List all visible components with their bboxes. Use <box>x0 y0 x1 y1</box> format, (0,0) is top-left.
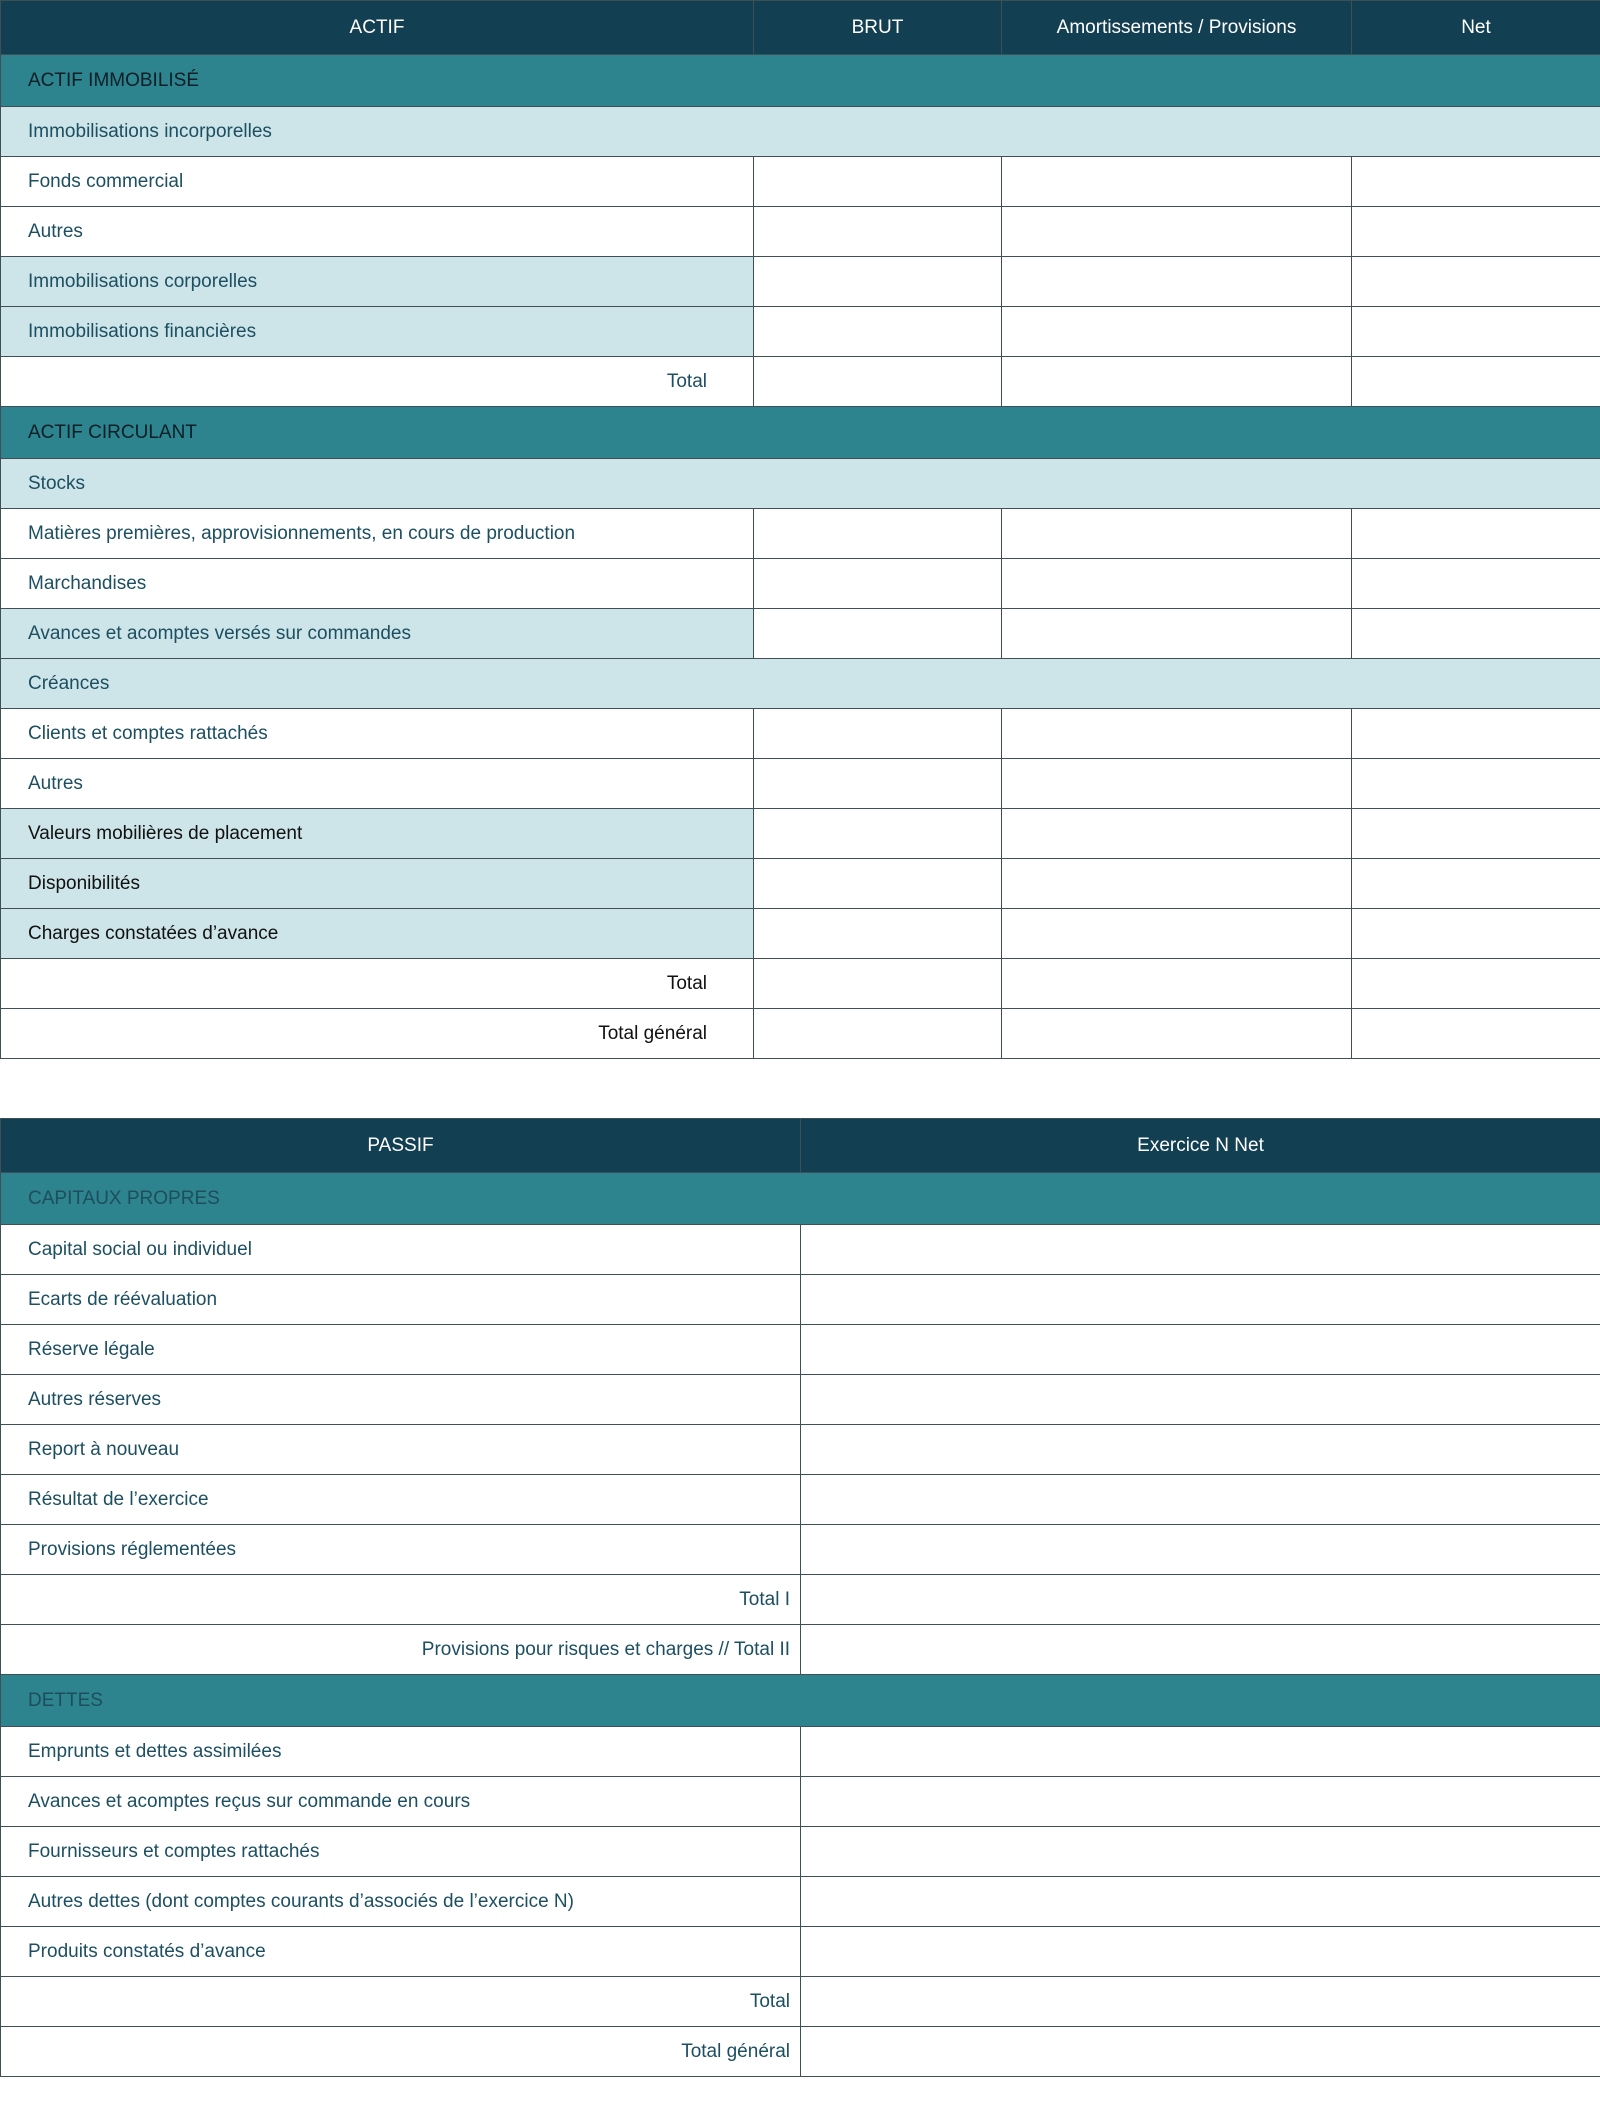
table-row <box>1 257 1600 307</box>
exercice-cell[interactable] <box>801 1727 1600 1777</box>
amortissements-cell[interactable] <box>1002 809 1352 859</box>
amortissements-cell[interactable] <box>1002 257 1352 307</box>
amortissements-cell[interactable] <box>1002 207 1352 257</box>
brut-cell[interactable] <box>754 709 1002 759</box>
net-cell[interactable] <box>1352 207 1600 257</box>
net-cell[interactable] <box>1352 559 1600 609</box>
table-row <box>1 207 1600 257</box>
row-label: Capital social ou individuel <box>1 1225 801 1275</box>
header-exercice: Exercice N Net <box>801 1119 1600 1173</box>
table-row <box>1 1877 1600 1927</box>
total-row <box>1 959 1600 1009</box>
exercice-cell[interactable] <box>801 1977 1600 2027</box>
passif-table <box>0 1118 1600 2077</box>
exercice-cell[interactable] <box>801 1425 1600 1475</box>
exercice-cell[interactable] <box>801 1777 1600 1827</box>
section-dettes <box>1 1675 1600 1727</box>
row-label: Disponibilités <box>1 859 754 909</box>
table-row <box>1 909 1600 959</box>
row-label: Avances et acomptes versés sur commandes <box>1 609 754 659</box>
header-passif: PASSIF <box>1 1119 801 1173</box>
net-cell[interactable] <box>1352 809 1600 859</box>
total-general-row <box>1 2027 1600 2077</box>
row-label: Résultat de l’exercice <box>1 1475 801 1525</box>
table-row <box>1 157 1600 207</box>
subsection-incorporelles <box>1 107 1600 157</box>
section-label: ACTIF IMMOBILISÉ <box>1 55 1600 107</box>
exercice-cell[interactable] <box>801 1575 1600 1625</box>
total-label: Total <box>1 959 754 1009</box>
header-net: Net <box>1352 1 1600 55</box>
subsection-label: Stocks <box>1 459 1600 509</box>
total-row <box>1 1625 1600 1675</box>
row-label: Produits constatés d’avance <box>1 1927 801 1977</box>
brut-cell[interactable] <box>754 759 1002 809</box>
section-label: CAPITAUX PROPRES <box>1 1173 1600 1225</box>
brut-cell[interactable] <box>754 307 1002 357</box>
net-cell[interactable] <box>1352 609 1600 659</box>
net-cell[interactable] <box>1352 759 1600 809</box>
net-cell[interactable] <box>1352 709 1600 759</box>
exercice-cell[interactable] <box>801 1375 1600 1425</box>
amortissements-cell[interactable] <box>1002 357 1352 407</box>
amortissements-cell[interactable] <box>1002 1009 1352 1059</box>
exercice-cell[interactable] <box>801 1927 1600 1977</box>
amortissements-cell[interactable] <box>1002 157 1352 207</box>
brut-cell[interactable] <box>754 157 1002 207</box>
brut-cell[interactable] <box>754 509 1002 559</box>
row-label: Avances et acomptes reçus sur commande en cours <box>1 1777 801 1827</box>
brut-cell[interactable] <box>754 1009 1002 1059</box>
table-row <box>1 1525 1600 1575</box>
total-general-label: Total général <box>1 2027 801 2077</box>
total-row <box>1 1977 1600 2027</box>
total-row <box>1 357 1600 407</box>
total-label: Total <box>1 357 754 407</box>
brut-cell[interactable] <box>754 609 1002 659</box>
row-label: Clients et comptes rattachés <box>1 709 754 759</box>
row-label: Fournisseurs et comptes rattachés <box>1 1827 801 1877</box>
table-row <box>1 1475 1600 1525</box>
table-row <box>1 1225 1600 1275</box>
row-label: Autres dettes (dont comptes courants d’associés de l’exercice N) <box>1 1877 801 1927</box>
exercice-cell[interactable] <box>801 1475 1600 1525</box>
table-row <box>1 809 1600 859</box>
table-row <box>1 1927 1600 1977</box>
subsection-creances <box>1 659 1600 709</box>
section-label: DETTES <box>1 1675 1600 1727</box>
amortissements-cell[interactable] <box>1002 909 1352 959</box>
total-row <box>1 1575 1600 1625</box>
header-brut: BRUT <box>754 1 1002 55</box>
exercice-cell[interactable] <box>801 1325 1600 1375</box>
table-row <box>1 709 1600 759</box>
table-row <box>1 1275 1600 1325</box>
row-label: Autres <box>1 207 754 257</box>
net-cell[interactable] <box>1352 357 1600 407</box>
row-label: Provisions réglementées <box>1 1525 801 1575</box>
net-cell[interactable] <box>1352 307 1600 357</box>
amortissements-cell[interactable] <box>1002 509 1352 559</box>
exercice-cell[interactable] <box>801 1625 1600 1675</box>
row-label: Autres <box>1 759 754 809</box>
net-cell[interactable] <box>1352 257 1600 307</box>
total-general-label: Total général <box>1 1009 754 1059</box>
table-row <box>1 559 1600 609</box>
amortissements-cell[interactable] <box>1002 609 1352 659</box>
brut-cell[interactable] <box>754 809 1002 859</box>
table-row <box>1 509 1600 559</box>
exercice-cell[interactable] <box>801 1827 1600 1877</box>
table-row <box>1 1727 1600 1777</box>
passif-header-row <box>1 1119 1600 1173</box>
row-label: Ecarts de réévaluation <box>1 1275 801 1325</box>
row-label: Valeurs mobilières de placement <box>1 809 754 859</box>
subsection-stocks <box>1 459 1600 509</box>
table-row <box>1 1325 1600 1375</box>
total-general-row <box>1 1009 1600 1059</box>
exercice-cell[interactable] <box>801 1225 1600 1275</box>
row-label: Charges constatées d’avance <box>1 909 754 959</box>
section-actif-immobilise <box>1 55 1600 107</box>
table-row <box>1 759 1600 809</box>
section-actif-circulant <box>1 407 1600 459</box>
subsection-label: Créances <box>1 659 1600 709</box>
brut-cell[interactable] <box>754 559 1002 609</box>
table-row <box>1 609 1600 659</box>
row-label: Report à nouveau <box>1 1425 801 1475</box>
amortissements-cell[interactable] <box>1002 709 1352 759</box>
row-label: Matières premières, approvisionnements, en cours de production <box>1 509 754 559</box>
row-label: Immobilisations financières <box>1 307 754 357</box>
exercice-cell[interactable] <box>801 1525 1600 1575</box>
total-label: Provisions pour risques et charges // Total II <box>1 1625 801 1675</box>
brut-cell[interactable] <box>754 909 1002 959</box>
brut-cell[interactable] <box>754 207 1002 257</box>
exercice-cell[interactable] <box>801 1275 1600 1325</box>
amortissements-cell[interactable] <box>1002 307 1352 357</box>
table-row <box>1 1375 1600 1425</box>
net-cell[interactable] <box>1352 859 1600 909</box>
header-actif: ACTIF <box>1 1 754 55</box>
row-label: Immobilisations corporelles <box>1 257 754 307</box>
exercice-cell[interactable] <box>801 2027 1600 2077</box>
table-row <box>1 307 1600 357</box>
net-cell[interactable] <box>1352 1009 1600 1059</box>
total-label: Total I <box>1 1575 801 1625</box>
row-label: Emprunts et dettes assimilées <box>1 1727 801 1777</box>
net-cell[interactable] <box>1352 509 1600 559</box>
total-label: Total <box>1 1977 801 2027</box>
net-cell[interactable] <box>1352 959 1600 1009</box>
amortissements-cell[interactable] <box>1002 859 1352 909</box>
row-label: Fonds commercial <box>1 157 754 207</box>
amortissements-cell[interactable] <box>1002 959 1352 1009</box>
row-label: Marchandises <box>1 559 754 609</box>
table-row <box>1 1777 1600 1827</box>
row-label: Réserve légale <box>1 1325 801 1375</box>
table-row <box>1 859 1600 909</box>
header-amortissements: Amortissements / Provisions <box>1002 1 1352 55</box>
exercice-cell[interactable] <box>801 1877 1600 1927</box>
section-label: ACTIF CIRCULANT <box>1 407 1600 459</box>
table-row <box>1 1827 1600 1877</box>
brut-cell[interactable] <box>754 959 1002 1009</box>
subsection-label: Immobilisations incorporelles <box>1 107 1600 157</box>
table-row <box>1 1425 1600 1475</box>
net-cell[interactable] <box>1352 157 1600 207</box>
amortissements-cell[interactable] <box>1002 559 1352 609</box>
brut-cell[interactable] <box>754 257 1002 307</box>
brut-cell[interactable] <box>754 357 1002 407</box>
row-label: Autres réserves <box>1 1375 801 1425</box>
net-cell[interactable] <box>1352 909 1600 959</box>
actif-header-row <box>1 1 1600 55</box>
brut-cell[interactable] <box>754 859 1002 909</box>
amortissements-cell[interactable] <box>1002 759 1352 809</box>
section-capitaux-propres <box>1 1173 1600 1225</box>
